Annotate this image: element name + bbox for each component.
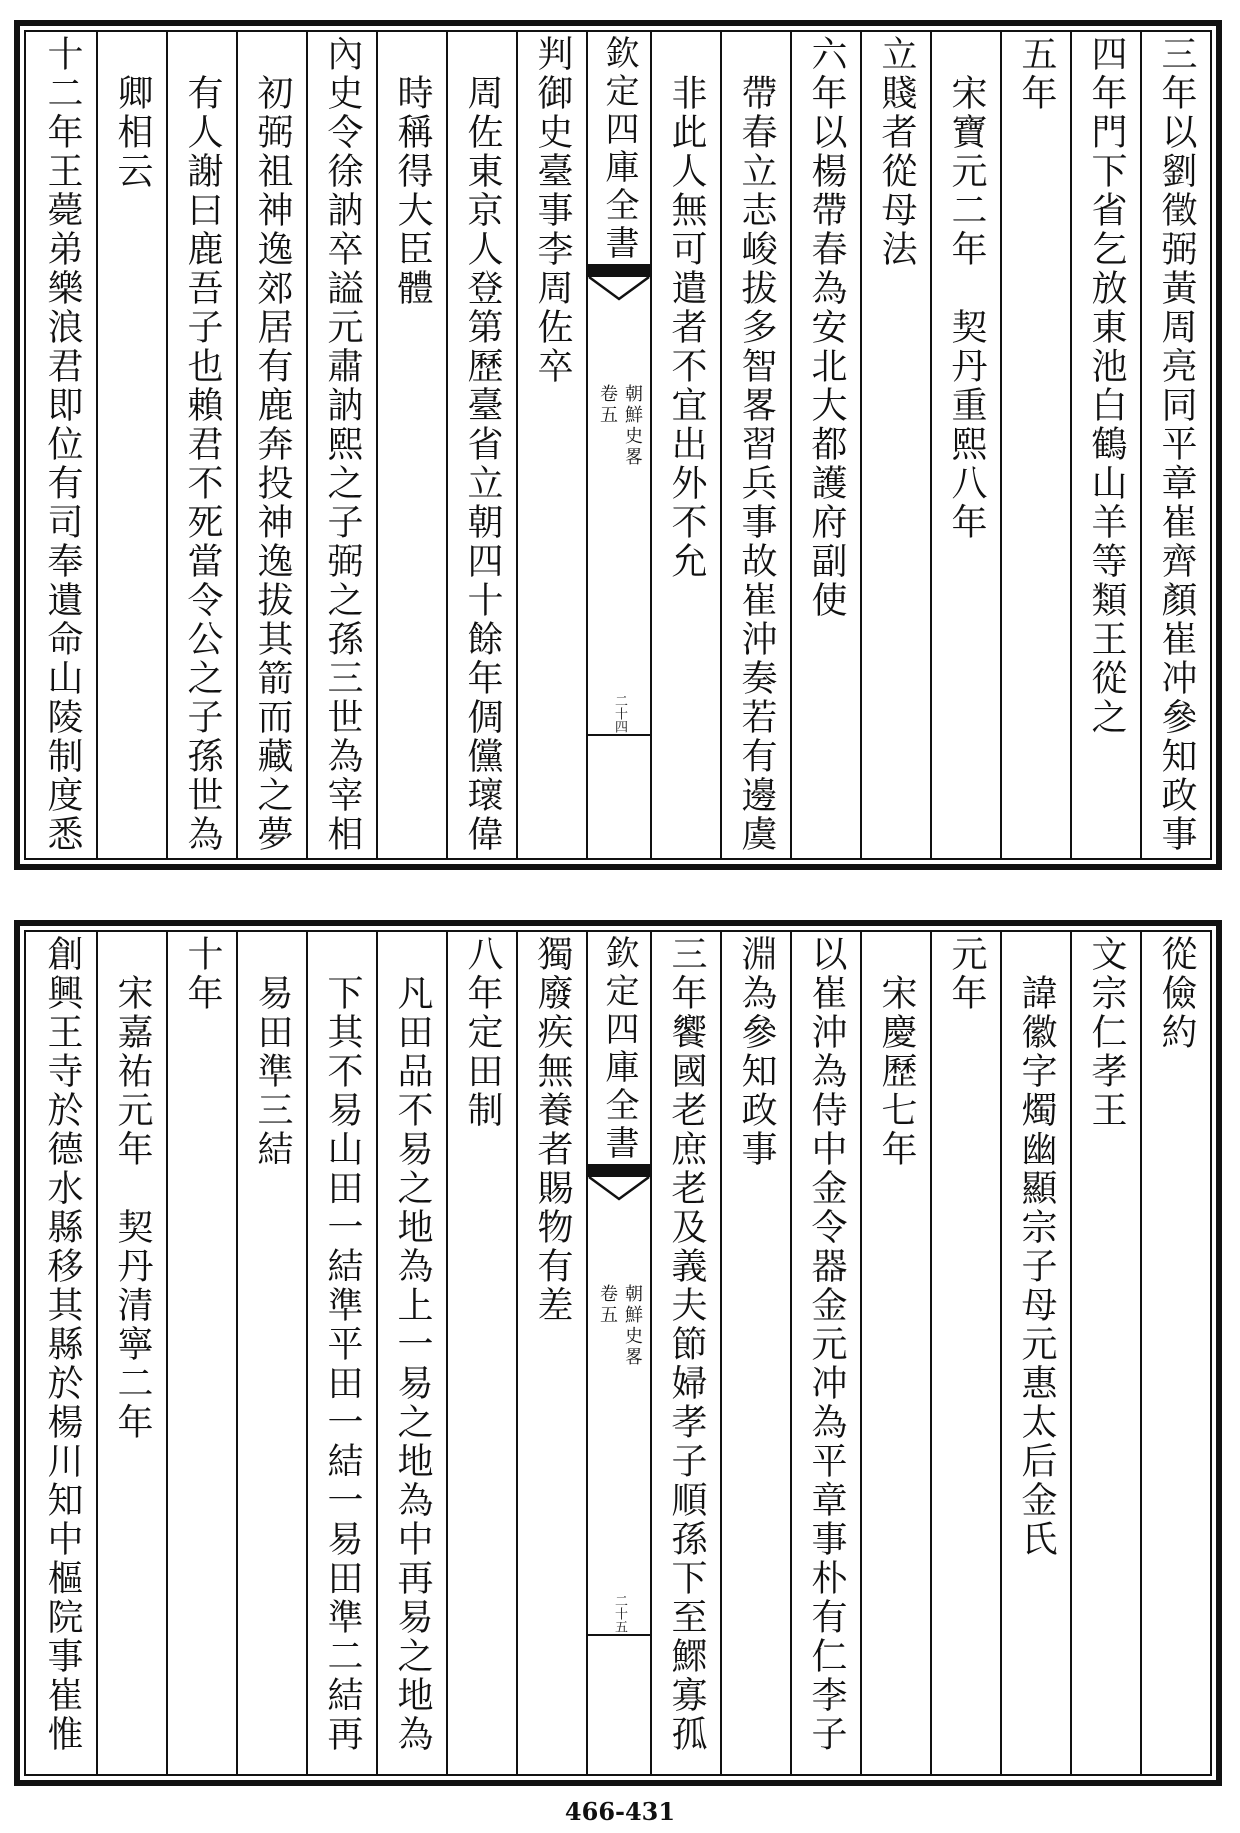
text-column: 判御史臺事李周佐卒: [516, 32, 586, 858]
text-column: 三年以劉徵弼黃周亮同平章崔齊顏崔冲參知政事: [1140, 32, 1210, 858]
fish-tail-mark: [588, 1164, 650, 1204]
text-column: 時稱得大臣體: [376, 32, 446, 858]
fish-tail-mark: [588, 264, 650, 304]
text-column: 有人謝曰鹿吾子也賴君不死當令公之子孫世為: [166, 32, 236, 858]
text-column: 十二年王薨弟樂浪君即位有司奉遺命山陵制度悉: [42, 35, 83, 854]
text-column: 非此人無可遣者不宜出外不允: [650, 32, 720, 858]
work-title: 朝鮮史畧: [622, 1284, 643, 1368]
volume-label: 卷五: [597, 384, 618, 426]
text-column: 宋嘉祐元年 契丹清寧二年: [96, 932, 166, 1774]
text-column: 帶春立志峻拔多智畧習兵事故崔沖奏若有邊虞: [720, 32, 790, 858]
leaf-rule: [588, 1634, 650, 1636]
text-column: 創興王寺於德水縣移其縣於楊川知中樞院事崔惟: [42, 935, 83, 1754]
text-column: 凡田品不易之地為上一易之地為中再易之地為: [376, 932, 446, 1774]
lower-page: [14, 920, 1222, 1786]
volume-label: 卷五: [597, 1284, 618, 1326]
text-column: 獨廢疾無養者賜物有差: [516, 932, 586, 1774]
text-column: 初弼祖神逸郊居有鹿奔投神逸拔其箭而藏之夢: [236, 32, 306, 858]
leaf-rule: [588, 734, 650, 736]
text-column: 下其不易山田一結準平田一結一易田準二結再: [306, 932, 376, 1774]
center-margin: [586, 32, 650, 858]
text-column: 內史令徐訥卒謚元肅訥熙之子弼之孫三世為宰相: [306, 32, 376, 858]
text-column: 從儉約: [1140, 932, 1210, 1774]
text-column: 四年門下省乞放東池白鶴山羊等類王從之: [1070, 32, 1140, 858]
upper-page: [14, 20, 1222, 870]
book-title: 欽定四庫全書: [599, 935, 639, 1163]
text-column: 八年定田制: [446, 932, 516, 1774]
text-column: 五年: [1000, 32, 1070, 858]
text-column: 宋寶元二年 契丹重熙八年: [930, 32, 1000, 858]
center-margin: [586, 932, 650, 1774]
book-title: 欽定四庫全書: [599, 35, 639, 263]
text-column: 宋慶歷七年: [860, 932, 930, 1774]
text-column: 易田準三結: [236, 932, 306, 1774]
text-column: 元年: [930, 932, 1000, 1774]
text-column: 以崔沖為侍中金令器金元冲為平章事朴有仁李子: [790, 932, 860, 1774]
page-number: 466-431: [564, 1797, 676, 1826]
text-column: 淵為參知政事: [720, 932, 790, 1774]
work-title: 朝鮮史畧: [622, 384, 643, 468]
text-column: 文宗仁孝王: [1070, 932, 1140, 1774]
text-column: 六年以楊帶春為安北大都護府副使: [790, 32, 860, 858]
text-column: 卿相云: [96, 32, 166, 858]
text-column: 周佐東京人登第歷臺省立朝四十餘年倜儻瓌偉: [446, 32, 516, 858]
lower-page-frame: [24, 930, 1212, 1776]
leaf-number: 二十四: [612, 694, 627, 733]
text-column: 立賤者從母法: [860, 32, 930, 858]
text-column: 三年饗國老庶老及義夫節婦孝子順孫下至鰥寡孤: [650, 932, 720, 1774]
text-column: 諱徽字燭幽顯宗子母元惠太后金氏: [1000, 932, 1070, 1774]
leaf-number: 二十五: [612, 1594, 627, 1633]
text-column: 十年: [166, 932, 236, 1774]
upper-page-frame: [24, 30, 1212, 860]
